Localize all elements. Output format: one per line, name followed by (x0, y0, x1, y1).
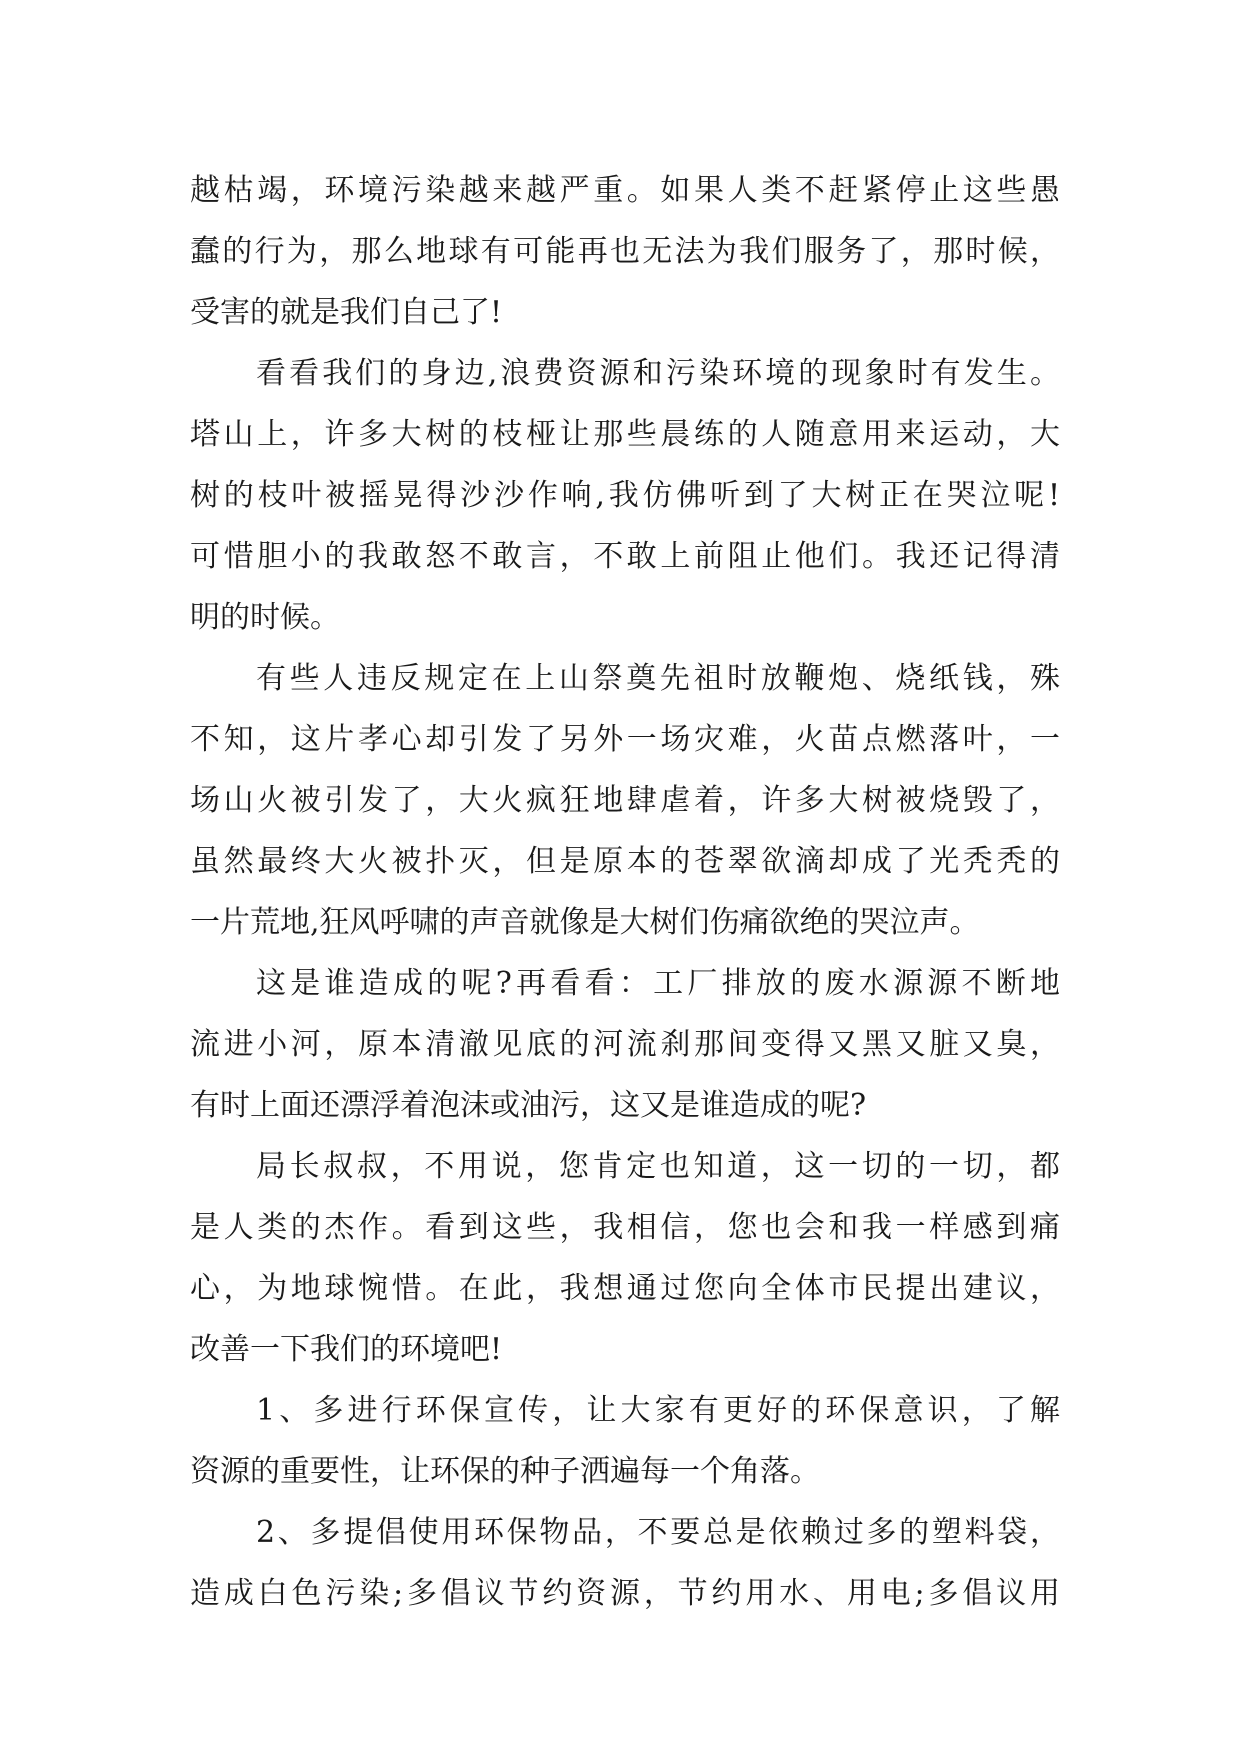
text-line: 蠢的行为，那么地球有可能再也无法为我们服务了，那时候， (190, 234, 1060, 269)
text-line: 可惜胆小的我敢怒不敢言，不敢上前阻止他们。我还记得清 (190, 539, 1060, 574)
text-line: 心，为地球惋惜。在此，我想通过您向全体市民提出建议， (190, 1271, 1060, 1306)
paragraph-first-line: 局长叔叔，不用说，您肯定也知道，这一切的一切，都 (256, 1149, 1060, 1184)
text-line: 树的枝叶被摇晃得沙沙作响,我仿佛听到了大树正在哭泣呢! (190, 478, 1060, 513)
text-line: 是人类的杰作。看到这些，我相信，您也会和我一样感到痛 (190, 1210, 1060, 1245)
paragraph-first-line: 这是谁造成的呢?再看看：工厂排放的废水源源不断地 (256, 966, 1060, 1001)
text-line: 虽然最终大火被扑灭，但是原本的苍翠欲滴却成了光秃秃的 (190, 844, 1060, 879)
text-line: 塔山上，许多大树的枝桠让那些晨练的人随意用来运动，大 (190, 417, 1060, 452)
text-line: 明的时候。 (190, 600, 340, 635)
text-line: 越枯竭，环境污染越来越严重。如果人类不赶紧停止这些愚 (190, 173, 1060, 208)
text-line: 改善一下我们的环境吧! (190, 1332, 503, 1367)
text-line: 不知，这片孝心却引发了另外一场灾难，火苗点燃落叶，一 (190, 722, 1060, 757)
text-line: 一片荒地,狂风呼啸的声音就像是大树们伤痛欲绝的哭泣声。 (190, 905, 980, 940)
letter-body (190, 160, 1060, 1624)
paragraph-first-line: 有些人违反规定在上山祭奠先祖时放鞭炮、烧纸钱，殊 (256, 661, 1060, 696)
text-line: 受害的就是我们自己了! (190, 295, 503, 330)
list-item-2: 2、多提倡使用环保物品，不要总是依赖过多的塑料袋， (256, 1515, 1060, 1550)
text-line: 有时上面还漂浮着泡沫或油污，这又是谁造成的呢? (190, 1088, 867, 1123)
text-line: 资源的重要性，让环保的种子洒遍每一个角落。 (190, 1454, 820, 1489)
text-line: 场山火被引发了，大火疯狂地肆虐着，许多大树被烧毁了， (190, 783, 1060, 818)
text-line: 造成白色污染;多倡议节约资源，节约用水、用电;多倡议用 (190, 1576, 1060, 1611)
text-line: 流进小河，原本清澈见底的河流刹那间变得又黑又脏又臭， (190, 1027, 1060, 1062)
paragraph-first-line: 看看我们的身边,浪费资源和污染环境的现象时有发生。 (256, 356, 1060, 391)
list-item-1: 1、多进行环保宣传，让大家有更好的环保意识，了解 (256, 1393, 1060, 1428)
